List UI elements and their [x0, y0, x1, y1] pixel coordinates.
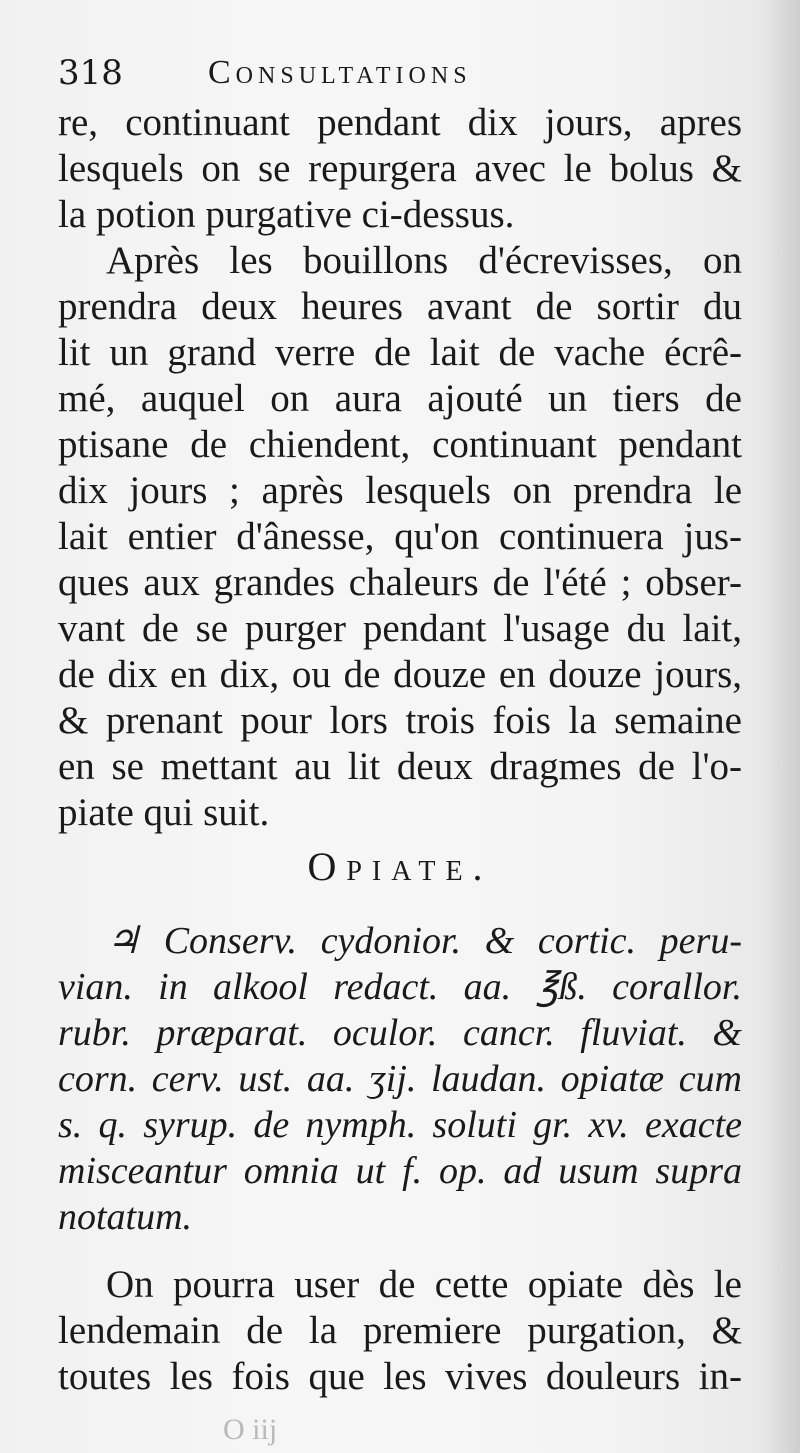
text-line: piate qui suit.	[58, 791, 270, 834]
text-line: la potion purgative ci-dessus.	[58, 193, 515, 236]
page-number: 318	[58, 53, 123, 93]
text-line: prendra deux heures avant de sortir du	[58, 285, 742, 328]
recipe-line: s. q. syrup. de nymph. soluti gr. xv. exacte	[58, 1104, 742, 1146]
text-line: On pourra user de cette opiate dès le	[106, 1263, 742, 1306]
recipe-line: rubr. præparat. oculor. cancr. fluviat. &	[58, 1012, 742, 1054]
text-line: lesquels on se repurgera avec le bolus &	[58, 147, 742, 190]
recipe-line: corn. cerv. ust. aa. ʒij. laudan. opiatæ cum	[58, 1058, 742, 1100]
signature-mark: O iij	[223, 1413, 278, 1446]
text-line: de dix en dix, ou de douze en douze jours,	[58, 653, 742, 696]
text-line: Après les bouillons d'écrevisses, on	[106, 239, 742, 282]
section-heading: Opiate.	[307, 844, 493, 889]
recipe-line: misceantur omnia ut f. op. ad usum supra	[58, 1150, 742, 1192]
text-line: lait entier d'ânesse, qu'on continuera jus-	[58, 515, 742, 558]
text-line: en se mettant au lit deux dragmes de l'o-	[58, 745, 742, 788]
text-line: lit un grand verre de lait de vache écrê-	[58, 331, 742, 374]
text-line: re, continuant pendant dix jours, apres	[58, 101, 742, 144]
page-header	[58, 48, 748, 98]
page-footer	[58, 1412, 742, 1448]
recipe-line: vian. in alkool redact. aa. ℥ß. corallor.	[58, 966, 742, 1008]
text-line: mé, auquel on aura ajouté un tiers de	[58, 377, 742, 420]
text-line: lendemain de la premiere purgation, &	[58, 1309, 742, 1352]
text-line: ques aux grandes chaleurs de l'été ; obser-	[58, 561, 742, 604]
text-line: & prenant pour lors trois fois la semaine	[58, 699, 742, 742]
text-line: ptisane de chiendent, continuant pendant	[58, 423, 742, 466]
recipe-line: notatum.	[58, 1196, 193, 1238]
recipe-line: ♃ Conserv. cydonior. & cortic. peru-	[106, 920, 742, 962]
text-line: toutes les fois que les vives douleurs in-	[58, 1355, 742, 1398]
text-line: dix jours ; après lesquels on prendra le	[58, 469, 742, 512]
running-title: Consultations	[208, 54, 472, 91]
text-line: vant de se purger pendant l'usage du lait,	[58, 607, 742, 650]
